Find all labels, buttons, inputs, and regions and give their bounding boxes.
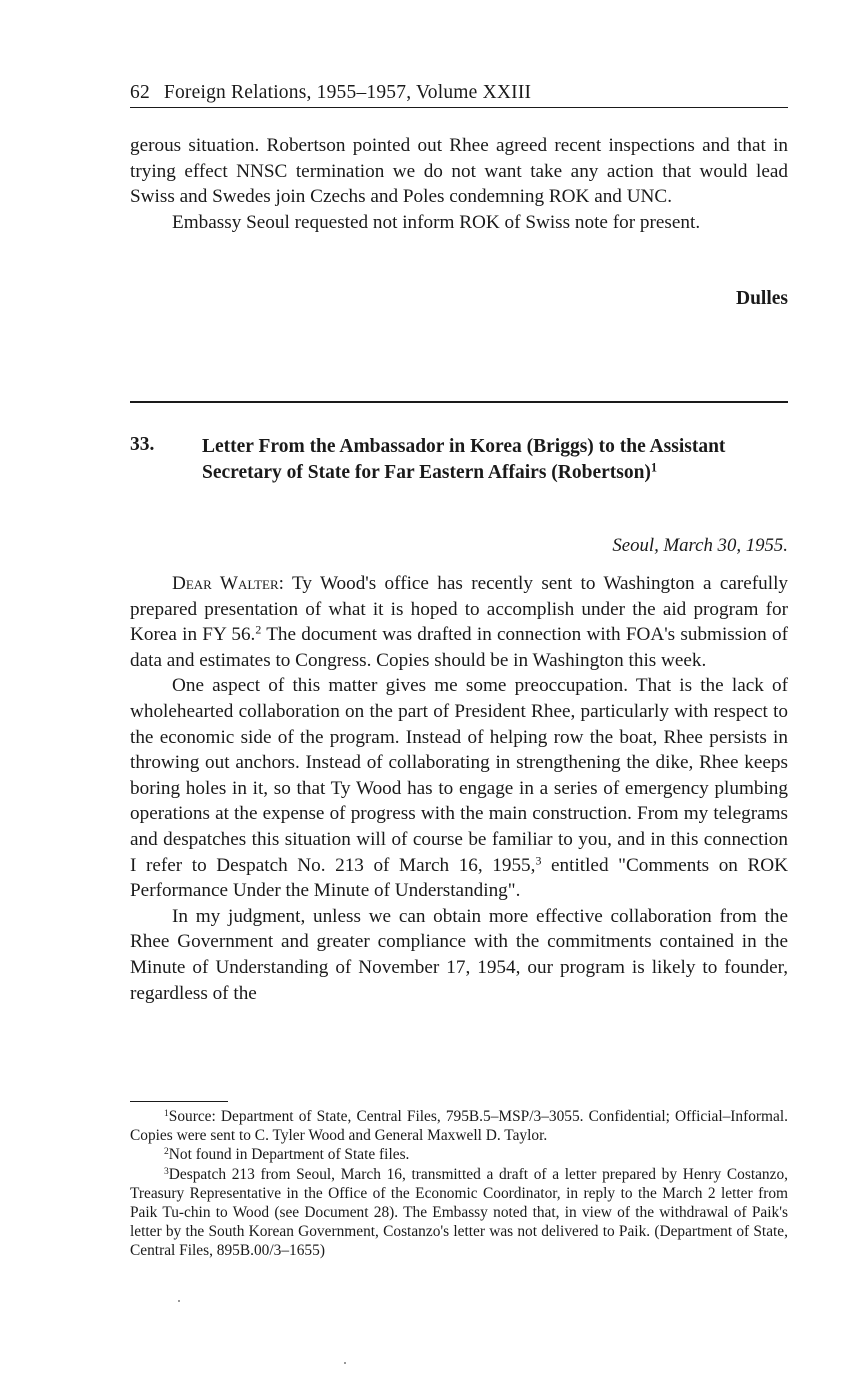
scan-speck	[344, 1362, 346, 1364]
paragraph-text: The document was drafted in connection with FOA's submission of data and estimates to Congress. Copies should be in Washington this week.	[130, 624, 788, 671]
footnote	[130, 1165, 788, 1261]
header-rule	[130, 107, 788, 108]
footnotes	[130, 1107, 788, 1261]
footnote-mark: 2	[164, 1146, 169, 1158]
page-number: 62	[130, 82, 150, 103]
signature: Dulles	[735, 288, 788, 309]
footnote	[130, 1145, 788, 1164]
footnote-mark: 1	[164, 1107, 169, 1119]
continuation-paragraph: gerous situation. Robertson pointed out Rhee agreed recent inspections and that in trying effect NNSC termination we do not want take any action that would lead Swiss and Swedes join Czechs and Poles condemning ROK and UNC.	[130, 135, 788, 208]
footnote	[130, 1107, 788, 1145]
footnote-text: Source: Department of State, Central Files, 795B.5–MSP/3–3055. Confidential; Official–Informal. Copies were sent to C. Tyler Wood and General Maxwell D. Taylor.	[130, 1108, 788, 1145]
letter-paragraph: In my judgment, unless we can obtain more effective collaboration from the Rhee Government and greater compliance with the commitments contained in the Minute of Understanding of November 17, 1954, our program is likely to founder, regardless of the	[130, 905, 788, 1004]
continuation-text	[130, 133, 788, 235]
footnote-text: Not found in Department of State files.	[168, 1146, 410, 1164]
footnote-ref: 2	[255, 622, 262, 637]
letter-body	[130, 571, 788, 1006]
document-title	[202, 434, 762, 485]
letter-paragraph	[130, 673, 788, 903]
running-head	[130, 82, 788, 104]
document-title-text: Letter From the Ambassador in Korea (Briggs) to the Assistant Secretary of State for Far Eastern Affairs (Robertson)	[202, 436, 726, 483]
salutation: Dear Walter:	[172, 573, 284, 594]
scan-speck	[178, 1300, 180, 1302]
footnote-mark: 3	[164, 1165, 169, 1177]
dateline: Seoul, March 30, 1955.	[612, 535, 788, 556]
document-separator	[130, 401, 788, 403]
running-title: Foreign Relations, 1955–1957, Volume XXIII	[163, 82, 532, 103]
letter-paragraph	[130, 571, 788, 673]
footnote-ref: 1	[650, 459, 657, 474]
footnote-text: Despatch 213 from Seoul, March 16, transmitted a draft of a letter prepared by Henry Costanzo, Treasury Representative in the Office of the Economic Coordinator, in reply to the March 2 letter from Paik Tu-chin to Wood (see Document 28). The Embassy noted that, in view of the withdrawal of Paik's letter by the South Korean Government, Costanzo's letter was not delivered to Paik. (Department of State, Central Files, 895B.00/3–1655)	[130, 1165, 788, 1260]
continuation-paragraph: Embassy Seoul requested not inform ROK of Swiss note for present.	[172, 211, 701, 233]
document-number: 33.	[130, 434, 155, 455]
paragraph-text: One aspect of this matter gives me some preoccupation. That is the lack of wholehearted collaboration on the part of President Rhee, particularly with respect to the economic side of the program. Instead of helping row the boat, Rhee persists in throwing out anchors. Instead of collaborating in strengthening the dike, Rhee keeps boring holes in it, so that Ty Wood has to engage in a series of emergency plumbing operations at the expense of progress with the main construction. From my telegrams and despatches this situation will of course be familiar to you, and in this connection I refer to Despatch No. 213 of March 16, 1955,	[130, 675, 788, 876]
footnote-rule	[130, 1101, 228, 1102]
footnote-ref: 3	[535, 852, 542, 867]
paragraph-text: Ty Wood's office has recently sent to Washington a carefully prepared presentation of what it is hoped to accomplish under the aid program for Korea in FY 56.	[130, 573, 789, 646]
paragraph-text: entitled "Comments on ROK Performance Under the Minute of Understanding".	[130, 854, 788, 902]
